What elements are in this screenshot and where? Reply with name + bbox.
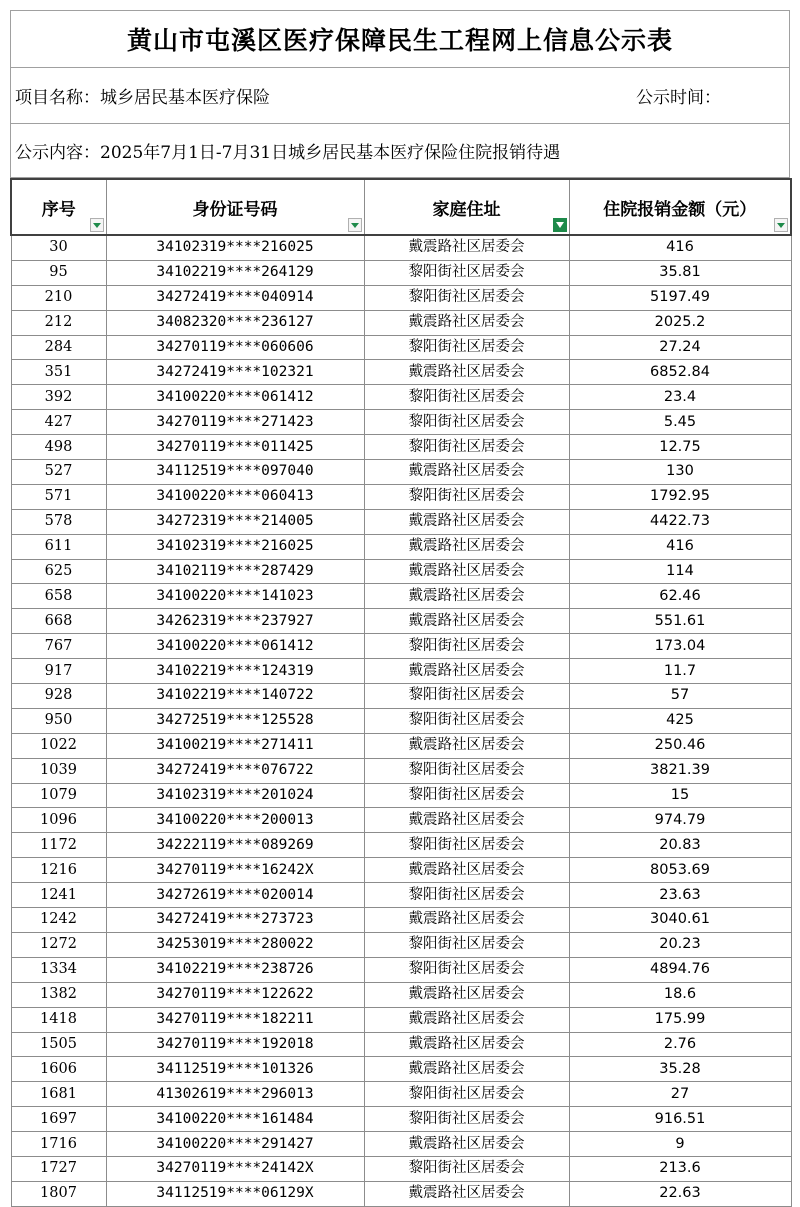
- cell-address[interactable]: 黎阳街社区居委会: [364, 335, 569, 360]
- cell-id-number[interactable]: 41302619****296013: [106, 1082, 364, 1107]
- cell-seq[interactable]: 1727: [11, 1156, 106, 1181]
- table-row: [11, 808, 791, 833]
- table-row: [11, 435, 791, 460]
- table-row: [11, 908, 791, 933]
- chevron-down-icon: [777, 223, 785, 228]
- cell-address[interactable]: 黎阳街社区居委会: [364, 783, 569, 808]
- cell-id-number[interactable]: 34102219****264129: [106, 260, 364, 285]
- cell-amount[interactable]: 250.46: [569, 733, 791, 758]
- cell-id-number[interactable]: 34102319****216025: [106, 235, 364, 260]
- cell-seq[interactable]: 625: [11, 559, 106, 584]
- cell-amount[interactable]: 4894.76: [569, 957, 791, 982]
- cell-id-number[interactable]: 34102319****201024: [106, 783, 364, 808]
- cell-amount[interactable]: 4422.73: [569, 509, 791, 534]
- cell-address[interactable]: 戴震路社区居委会: [364, 733, 569, 758]
- cell-id-number[interactable]: 34272519****125528: [106, 708, 364, 733]
- cell-seq[interactable]: 1716: [11, 1132, 106, 1157]
- cell-address[interactable]: 黎阳街社区居委会: [364, 1107, 569, 1132]
- cell-amount[interactable]: 35.81: [569, 260, 791, 285]
- table-row: [11, 1132, 791, 1157]
- cell-amount[interactable]: 27: [569, 1082, 791, 1107]
- cell-amount[interactable]: 173.04: [569, 634, 791, 659]
- table-row: [11, 1007, 791, 1032]
- cell-seq[interactable]: 527: [11, 460, 106, 485]
- cell-seq[interactable]: 928: [11, 684, 106, 709]
- cell-amount[interactable]: 57: [569, 684, 791, 709]
- column-header-address: [364, 179, 569, 235]
- cell-amount[interactable]: 114: [569, 559, 791, 584]
- publish-time-label: 公示时间：: [636, 88, 721, 108]
- cell-address[interactable]: 黎阳街社区居委会: [364, 758, 569, 783]
- table-row: [11, 335, 791, 360]
- cell-amount[interactable]: 2025.2: [569, 310, 791, 335]
- cell-seq[interactable]: 767: [11, 634, 106, 659]
- cell-amount[interactable]: 551.61: [569, 609, 791, 634]
- cell-address[interactable]: 戴震路社区居委会: [364, 1132, 569, 1157]
- cell-seq[interactable]: 210: [11, 285, 106, 310]
- content-label: 公示内容：2025年7月1日-7月31日城乡居民基本医疗保险住院报销待遇: [15, 143, 561, 163]
- cell-id-number[interactable]: 34102119****287429: [106, 559, 364, 584]
- table-row: [11, 360, 791, 385]
- cell-amount[interactable]: 9: [569, 1132, 791, 1157]
- cell-seq[interactable]: 1172: [11, 833, 106, 858]
- cell-id-number[interactable]: 34270119****060606: [106, 335, 364, 360]
- cell-address[interactable]: 黎阳街社区居委会: [364, 932, 569, 957]
- disclosure-sheet: [10, 10, 790, 1207]
- cell-id-number[interactable]: 34102219****238726: [106, 957, 364, 982]
- table-row: [11, 634, 791, 659]
- cell-address[interactable]: 戴震路社区居委会: [364, 310, 569, 335]
- table-row: [11, 1107, 791, 1132]
- cell-seq[interactable]: 30: [11, 235, 106, 260]
- table-row: [11, 484, 791, 509]
- table-row: [11, 708, 791, 733]
- cell-amount[interactable]: 15: [569, 783, 791, 808]
- cell-amount[interactable]: 12.75: [569, 435, 791, 460]
- column-header-label: 身份证号码: [192, 199, 278, 220]
- table-row: [11, 609, 791, 634]
- cell-seq[interactable]: 1039: [11, 758, 106, 783]
- table-row: [11, 858, 791, 883]
- cell-address[interactable]: 黎阳街社区居委会: [364, 708, 569, 733]
- table-header-row: [11, 179, 791, 235]
- chevron-down-icon: [351, 223, 359, 228]
- cell-amount[interactable]: 6852.84: [569, 360, 791, 385]
- cell-id-number[interactable]: 34112519****097040: [106, 460, 364, 485]
- table-row: [11, 509, 791, 534]
- table-row: [11, 1032, 791, 1057]
- cell-id-number[interactable]: 34222119****089269: [106, 833, 364, 858]
- cell-seq[interactable]: 498: [11, 435, 106, 460]
- cell-id-number[interactable]: 34112519****06129X: [106, 1181, 364, 1206]
- filter-active-button[interactable]: [553, 218, 567, 232]
- table-row: [11, 957, 791, 982]
- cell-id-number[interactable]: 34100219****271411: [106, 733, 364, 758]
- cell-address[interactable]: 戴震路社区居委会: [364, 509, 569, 534]
- table-body: [11, 235, 791, 1206]
- cell-id-number[interactable]: 34100220****141023: [106, 584, 364, 609]
- cell-seq[interactable]: 1272: [11, 932, 106, 957]
- cell-id-number[interactable]: 34270119****011425: [106, 435, 364, 460]
- table-row: [11, 460, 791, 485]
- cell-seq[interactable]: 1096: [11, 808, 106, 833]
- cell-address[interactable]: 戴震路社区居委会: [364, 360, 569, 385]
- cell-amount[interactable]: 20.23: [569, 932, 791, 957]
- cell-amount[interactable]: 35.28: [569, 1057, 791, 1082]
- cell-address[interactable]: 戴震路社区居委会: [364, 1032, 569, 1057]
- cell-seq[interactable]: 1606: [11, 1057, 106, 1082]
- cell-address[interactable]: 黎阳街社区居委会: [364, 684, 569, 709]
- chevron-down-icon: [93, 223, 101, 228]
- cell-address[interactable]: 戴震路社区居委会: [364, 609, 569, 634]
- cell-address[interactable]: 黎阳街社区居委会: [364, 634, 569, 659]
- cell-address[interactable]: 黎阳街社区居委会: [364, 285, 569, 310]
- cell-address[interactable]: 戴震路社区居委会: [364, 534, 569, 559]
- cell-id-number[interactable]: 34100220****061412: [106, 634, 364, 659]
- table-row: [11, 410, 791, 435]
- cell-id-number[interactable]: 34100220****200013: [106, 808, 364, 833]
- cell-amount[interactable]: 5.45: [569, 410, 791, 435]
- table-row: [11, 385, 791, 410]
- cell-id-number[interactable]: 34102219****124319: [106, 659, 364, 684]
- cell-seq[interactable]: 917: [11, 659, 106, 684]
- cell-seq[interactable]: 1382: [11, 982, 106, 1007]
- filter-dropdown-button[interactable]: [774, 218, 788, 232]
- cell-address[interactable]: 戴震路社区居委会: [364, 460, 569, 485]
- table-row: [11, 833, 791, 858]
- cell-seq[interactable]: 351: [11, 360, 106, 385]
- cell-seq[interactable]: 1681: [11, 1082, 106, 1107]
- cell-seq[interactable]: 1079: [11, 783, 106, 808]
- cell-seq[interactable]: 950: [11, 708, 106, 733]
- column-header-id: [106, 179, 364, 235]
- cell-amount[interactable]: 916.51: [569, 1107, 791, 1132]
- filter-dropdown-button[interactable]: [348, 218, 362, 232]
- cell-id-number[interactable]: 34112519****101326: [106, 1057, 364, 1082]
- table-row: [11, 235, 791, 260]
- cell-amount[interactable]: 2.76: [569, 1032, 791, 1057]
- reimbursement-table: [10, 178, 792, 1207]
- cell-seq[interactable]: 95: [11, 260, 106, 285]
- cell-amount[interactable]: 175.99: [569, 1007, 791, 1032]
- table-row: [11, 1057, 791, 1082]
- cell-address[interactable]: 戴震路社区居委会: [364, 235, 569, 260]
- cell-seq[interactable]: 1418: [11, 1007, 106, 1032]
- cell-seq[interactable]: 668: [11, 609, 106, 634]
- cell-amount[interactable]: 3821.39: [569, 758, 791, 783]
- table-row: [11, 684, 791, 709]
- column-header-label: 序号: [41, 199, 76, 220]
- cell-address[interactable]: 黎阳街社区居委会: [364, 1082, 569, 1107]
- table-row: [11, 783, 791, 808]
- cell-id-number[interactable]: 34100220****061412: [106, 385, 364, 410]
- cell-id-number[interactable]: 34100220****161484: [106, 1107, 364, 1132]
- cell-id-number[interactable]: 34272419****102321: [106, 360, 364, 385]
- cell-address[interactable]: 黎阳街社区居委会: [364, 957, 569, 982]
- cell-address[interactable]: 黎阳街社区居委会: [364, 260, 569, 285]
- table-row: [11, 1181, 791, 1206]
- cell-seq[interactable]: 427: [11, 410, 106, 435]
- cell-seq[interactable]: 1216: [11, 858, 106, 883]
- cell-seq[interactable]: 1242: [11, 908, 106, 933]
- cell-seq[interactable]: 1697: [11, 1107, 106, 1132]
- cell-address[interactable]: 戴震路社区居委会: [364, 584, 569, 609]
- cell-seq[interactable]: 658: [11, 584, 106, 609]
- cell-amount[interactable]: 213.6: [569, 1156, 791, 1181]
- content-info-row: [10, 124, 790, 178]
- cell-amount[interactable]: 3040.61: [569, 908, 791, 933]
- cell-seq[interactable]: 1334: [11, 957, 106, 982]
- cell-amount[interactable]: 20.83: [569, 833, 791, 858]
- cell-seq[interactable]: 1022: [11, 733, 106, 758]
- cell-id-number[interactable]: 34262319****237927: [106, 609, 364, 634]
- cell-seq[interactable]: 212: [11, 310, 106, 335]
- cell-amount[interactable]: 23.63: [569, 883, 791, 908]
- cell-id-number[interactable]: 34272619****020014: [106, 883, 364, 908]
- cell-amount[interactable]: 416: [569, 534, 791, 559]
- cell-seq[interactable]: 571: [11, 484, 106, 509]
- cell-address[interactable]: 黎阳街社区居委会: [364, 410, 569, 435]
- cell-id-number[interactable]: 34102219****140722: [106, 684, 364, 709]
- cell-id-number[interactable]: 34102319****216025: [106, 534, 364, 559]
- cell-address[interactable]: 戴震路社区居委会: [364, 808, 569, 833]
- cell-amount[interactable]: 11.7: [569, 659, 791, 684]
- cell-id-number[interactable]: 34272319****214005: [106, 509, 364, 534]
- cell-seq[interactable]: 611: [11, 534, 106, 559]
- table-row: [11, 285, 791, 310]
- column-header-label: 家庭住址: [432, 199, 501, 220]
- cell-id-number[interactable]: 34100220****060413: [106, 484, 364, 509]
- table-row: [11, 310, 791, 335]
- cell-amount[interactable]: 22.63: [569, 1181, 791, 1206]
- cell-id-number[interactable]: 34272419****076722: [106, 758, 364, 783]
- cell-amount[interactable]: 416: [569, 235, 791, 260]
- table-row: [11, 758, 791, 783]
- table-row: [11, 584, 791, 609]
- column-header-seq: [11, 179, 106, 235]
- cell-amount[interactable]: 27.24: [569, 335, 791, 360]
- filter-dropdown-button[interactable]: [90, 218, 104, 232]
- cell-address[interactable]: 黎阳街社区居委会: [364, 435, 569, 460]
- cell-id-number[interactable]: 34082320****236127: [106, 310, 364, 335]
- cell-id-number[interactable]: 34100220****291427: [106, 1132, 364, 1157]
- table-row: [11, 1082, 791, 1107]
- cell-address[interactable]: 戴震路社区居委会: [364, 559, 569, 584]
- cell-id-number[interactable]: 34253019****280022: [106, 932, 364, 957]
- table-row: [11, 733, 791, 758]
- page-title: 黄山市屯溪区医疗保障民生工程网上信息公示表: [10, 10, 790, 68]
- cell-id-number[interactable]: 34270119****24142X: [106, 1156, 364, 1181]
- table-row: [11, 659, 791, 684]
- cell-id-number[interactable]: 34270119****182211: [106, 1007, 364, 1032]
- column-header-amount: [569, 179, 791, 235]
- cell-amount[interactable]: 974.79: [569, 808, 791, 833]
- cell-address[interactable]: 戴震路社区居委会: [364, 982, 569, 1007]
- cell-amount[interactable]: 18.6: [569, 982, 791, 1007]
- cell-address[interactable]: 戴震路社区居委会: [364, 659, 569, 684]
- project-name-label: 项目名称：城乡居民基本医疗保险: [15, 88, 270, 108]
- cell-amount[interactable]: 62.46: [569, 584, 791, 609]
- table-row: [11, 982, 791, 1007]
- cell-amount[interactable]: 23.4: [569, 385, 791, 410]
- cell-address[interactable]: 戴震路社区居委会: [364, 1181, 569, 1206]
- cell-address[interactable]: 黎阳街社区居委会: [364, 833, 569, 858]
- cell-id-number[interactable]: 34270119****192018: [106, 1032, 364, 1057]
- cell-id-number[interactable]: 34272419****273723: [106, 908, 364, 933]
- cell-address[interactable]: 戴震路社区居委会: [364, 908, 569, 933]
- cell-id-number[interactable]: 34270119****122622: [106, 982, 364, 1007]
- cell-seq[interactable]: 284: [11, 335, 106, 360]
- column-header-label: 住院报销金额（元）: [603, 199, 757, 220]
- cell-address[interactable]: 黎阳街社区居委会: [364, 1156, 569, 1181]
- cell-address[interactable]: 黎阳街社区居委会: [364, 385, 569, 410]
- cell-seq[interactable]: 1241: [11, 883, 106, 908]
- table-row: [11, 932, 791, 957]
- table-row: [11, 1156, 791, 1181]
- cell-amount[interactable]: 425: [569, 708, 791, 733]
- table-row: [11, 260, 791, 285]
- cell-address[interactable]: 戴震路社区居委会: [364, 858, 569, 883]
- cell-amount[interactable]: 1792.95: [569, 484, 791, 509]
- cell-amount[interactable]: 5197.49: [569, 285, 791, 310]
- cell-seq[interactable]: 1505: [11, 1032, 106, 1057]
- filter-funnel-icon: [556, 222, 564, 228]
- cell-seq[interactable]: 1807: [11, 1181, 106, 1206]
- cell-id-number[interactable]: 34270119****271423: [106, 410, 364, 435]
- cell-amount[interactable]: 8053.69: [569, 858, 791, 883]
- table-row: [11, 883, 791, 908]
- table-row: [11, 559, 791, 584]
- cell-address[interactable]: 戴震路社区居委会: [364, 1007, 569, 1032]
- cell-address[interactable]: 黎阳街社区居委会: [364, 883, 569, 908]
- cell-amount[interactable]: 130: [569, 460, 791, 485]
- cell-seq[interactable]: 392: [11, 385, 106, 410]
- cell-seq[interactable]: 578: [11, 509, 106, 534]
- cell-address[interactable]: 黎阳街社区居委会: [364, 484, 569, 509]
- project-info-row: [10, 68, 790, 124]
- cell-address[interactable]: 戴震路社区居委会: [364, 1057, 569, 1082]
- cell-id-number[interactable]: 34272419****040914: [106, 285, 364, 310]
- table-row: [11, 534, 791, 559]
- cell-id-number[interactable]: 34270119****16242X: [106, 858, 364, 883]
